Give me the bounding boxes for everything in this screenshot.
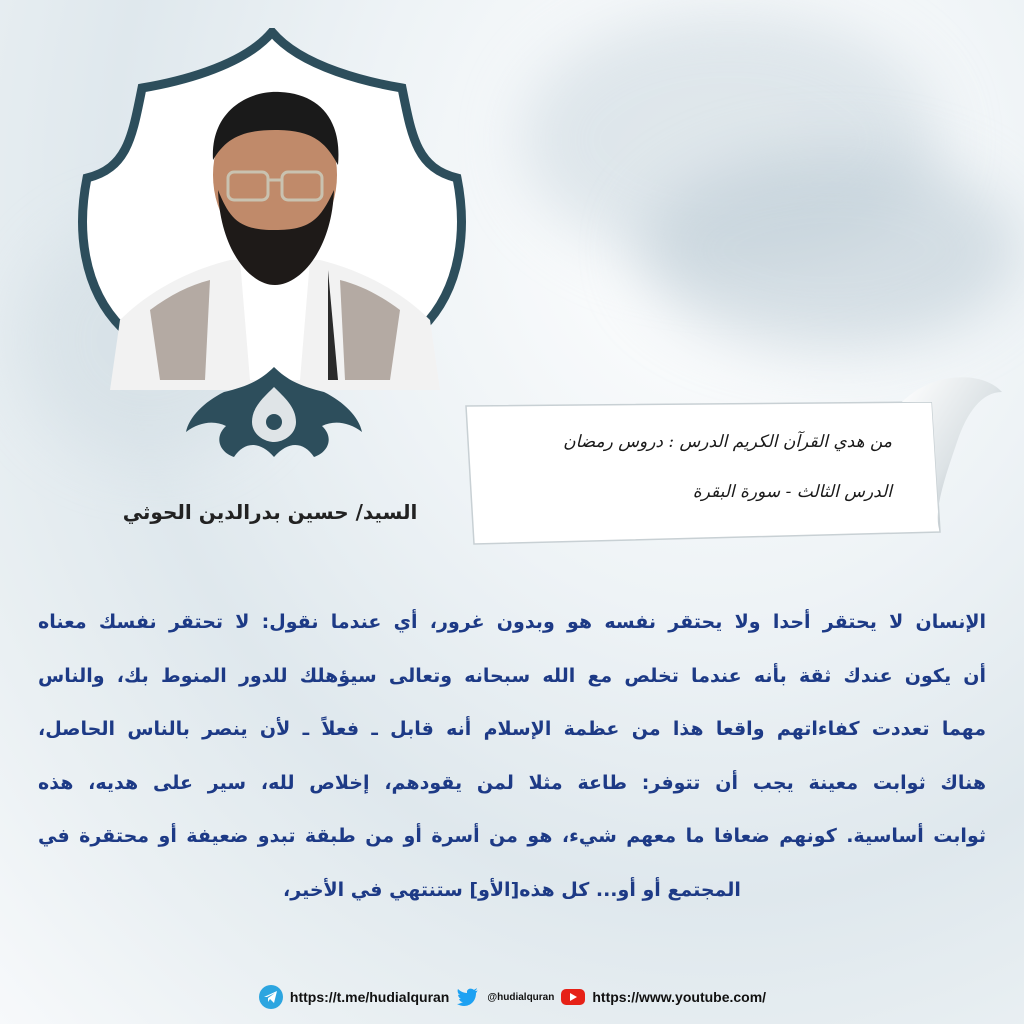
author-photo xyxy=(110,80,440,390)
lesson-subtitle: الدرس الثالث - سورة البقرة xyxy=(692,482,892,502)
quote-line: ثوابت أساسية. كونهم ضعافا ما معهم شيء، هو من أسرة أو من طبقة تبدو ضعيفة أو محتقرة في xyxy=(38,825,986,847)
arabesque-ornament xyxy=(184,362,364,462)
quote-line: مهما تعددت كفاءاتهم واقعا هذا من عظمة الإسلام أنه قابل ـ فعلاً ـ لأن ينصر بالناس الحاصل، xyxy=(38,718,986,740)
youtube-link[interactable] xyxy=(560,984,766,1010)
youtube-url[interactable]: https://www.youtube.com/ xyxy=(592,989,767,1005)
youtube-icon xyxy=(560,984,586,1010)
quote-line: المجتمع أو أو... كل هذه[الأو] ستنتهي في الأخير، xyxy=(283,878,741,901)
twitter-link[interactable] xyxy=(455,984,554,1010)
quote-line: الإنسان لا يحتقر أحدا ولا يحتقر نفسه هو وبدون غرور، أي عندما نقول: لا تحتقر نفسك معناه xyxy=(38,611,986,633)
background-cloud xyxy=(640,150,1020,350)
telegram-icon xyxy=(258,984,284,1010)
quote-text xyxy=(38,596,986,917)
lesson-title: من هدي القرآن الكريم الدرس : دروس رمضان xyxy=(563,432,892,452)
quote-line: أن يكون عندك ثقة بأنه عندما تخلص مع الله سبحانه وتعالى سيؤهلك للدور المنوط بك، والناس xyxy=(38,664,986,687)
author-name: السيد/ حسين بدرالدين الحوثي xyxy=(122,500,418,524)
quote-line: هناك ثوابت معينة يجب أن تتوفر: طاعة مثلا لمن يقودهم، إخلاص لله، سير على هديه، هذه xyxy=(38,771,986,794)
telegram-url[interactable]: https://t.me/hudialquran xyxy=(289,989,450,1005)
lesson-scroll xyxy=(462,372,1012,552)
twitter-handle[interactable]: @hudialquran xyxy=(487,991,555,1003)
footer-links xyxy=(0,982,1024,1012)
telegram-link[interactable] xyxy=(258,984,449,1010)
twitter-icon xyxy=(455,984,481,1010)
